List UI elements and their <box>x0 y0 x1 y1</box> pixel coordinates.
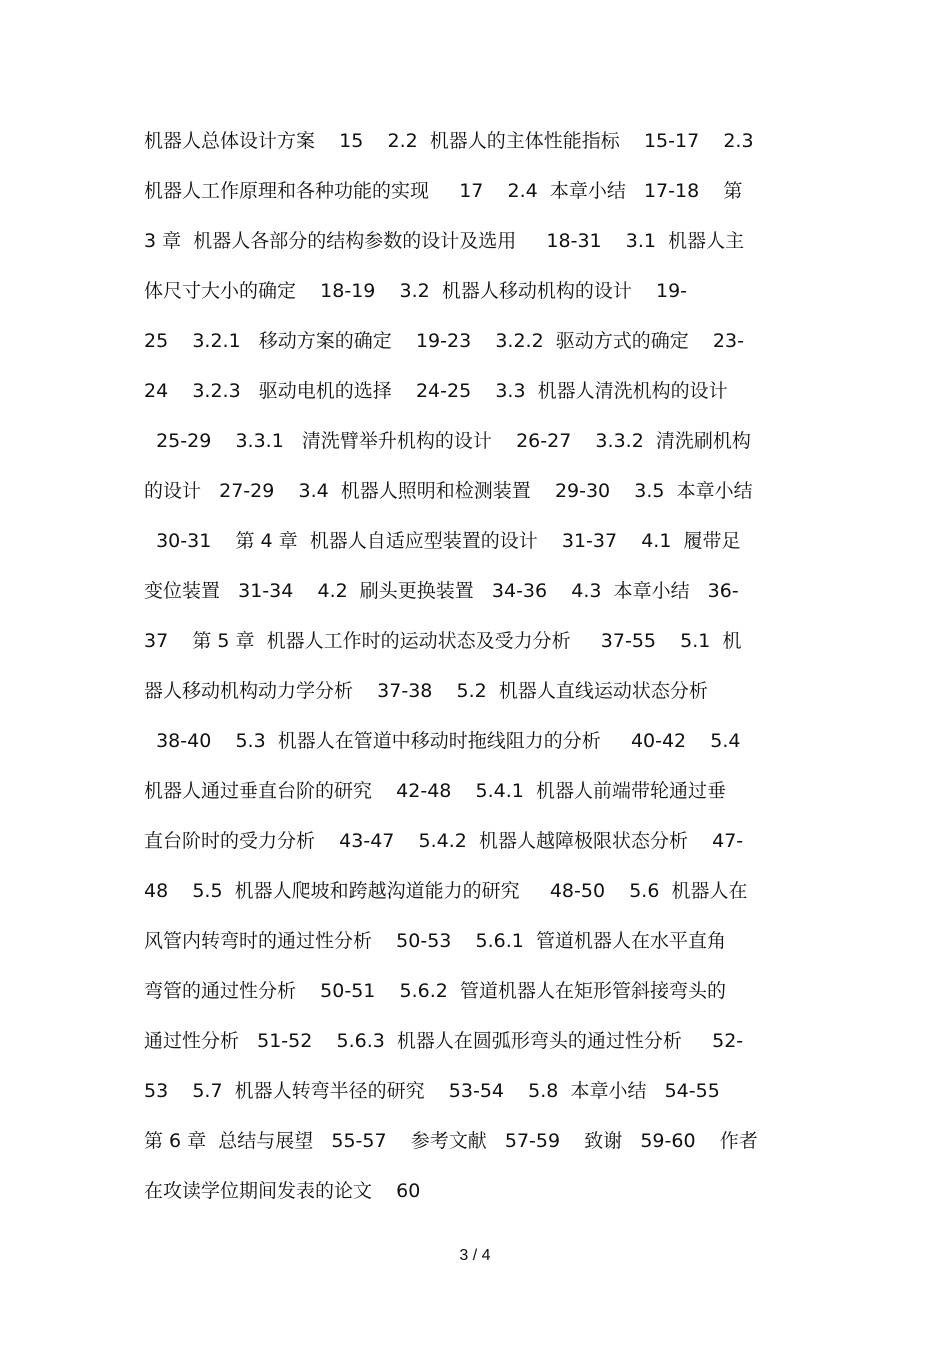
toc-line: 体尺寸大小的确定 18-19 3.2 机器人移动机构的设计 19- <box>144 280 688 302</box>
toc-line: 48 5.5 机器人爬坡和跨越沟道能力的研究 48-50 5.6 机器人在 <box>144 880 748 902</box>
toc-line: 变位装置 31-34 4.2 刷头更换装置 34-36 4.3 本章小结 36- <box>144 580 739 602</box>
toc-line: 风管内转弯时的通过性分析 50-53 5.6.1 管道机器人在水平直角 <box>144 930 726 952</box>
toc-line: 弯管的通过性分析 50-51 5.6.2 管道机器人在矩形管斜接弯头的 <box>144 980 726 1002</box>
toc-line: 53 5.7 机器人转弯半径的研究 53-54 5.8 本章小结 54-55 <box>144 1080 720 1102</box>
toc-line: 第 6 章 总结与展望 55-57 参考文献 57-59 致谢 59-60 作者 <box>144 1130 758 1152</box>
toc-line: 机器人总体设计方案 15 2.2 机器人的主体性能指标 15-17 2.3 <box>144 130 754 152</box>
toc-line: 37 第 5 章 机器人工作时的运动状态及受力分析 37-55 5.1 机 <box>144 630 742 652</box>
toc-line: 在攻读学位期间发表的论文 60 <box>144 1180 421 1202</box>
toc-line: 机器人工作原理和各种功能的实现 17 2.4 本章小结 17-18 第 <box>144 180 743 202</box>
toc-line: 器人移动机构动力学分析 37-38 5.2 机器人直线运动状态分析 <box>144 680 708 702</box>
page-number: 3 / 4 <box>459 1247 491 1264</box>
toc-line: 38-40 5.3 机器人在管道中移动时拖线阻力的分析 40-42 5.4 <box>144 730 741 752</box>
toc-line: 3 章 机器人各部分的结构参数的设计及选用 18-31 3.1 机器人主 <box>144 230 745 252</box>
toc-line: 直台阶时的受力分析 43-47 5.4.2 机器人越障极限状态分析 47- <box>144 830 744 852</box>
toc-line: 30-31 第 4 章 机器人自适应型装置的设计 31-37 4.1 履带足 <box>144 530 741 552</box>
toc-line: 的设计 27-29 3.4 机器人照明和检测装置 29-30 3.5 本章小结 <box>144 480 753 502</box>
toc-line: 机器人通过垂直台阶的研究 42-48 5.4.1 机器人前端带轮通过垂 <box>144 780 726 802</box>
toc-line: 25 3.2.1 移动方案的确定 19-23 3.2.2 驱动方式的确定 23- <box>144 330 744 352</box>
toc-line: 24 3.2.3 驱动电机的选择 24-25 3.3 机器人清洗机构的设计 <box>144 380 728 402</box>
toc-line: 通过性分析 51-52 5.6.3 机器人在圆弧形弯头的通过性分析 52- <box>144 1030 744 1052</box>
toc-line: 25-29 3.3.1 清洗臂举升机构的设计 26-27 3.3.2 清洗刷机构 <box>144 430 751 452</box>
